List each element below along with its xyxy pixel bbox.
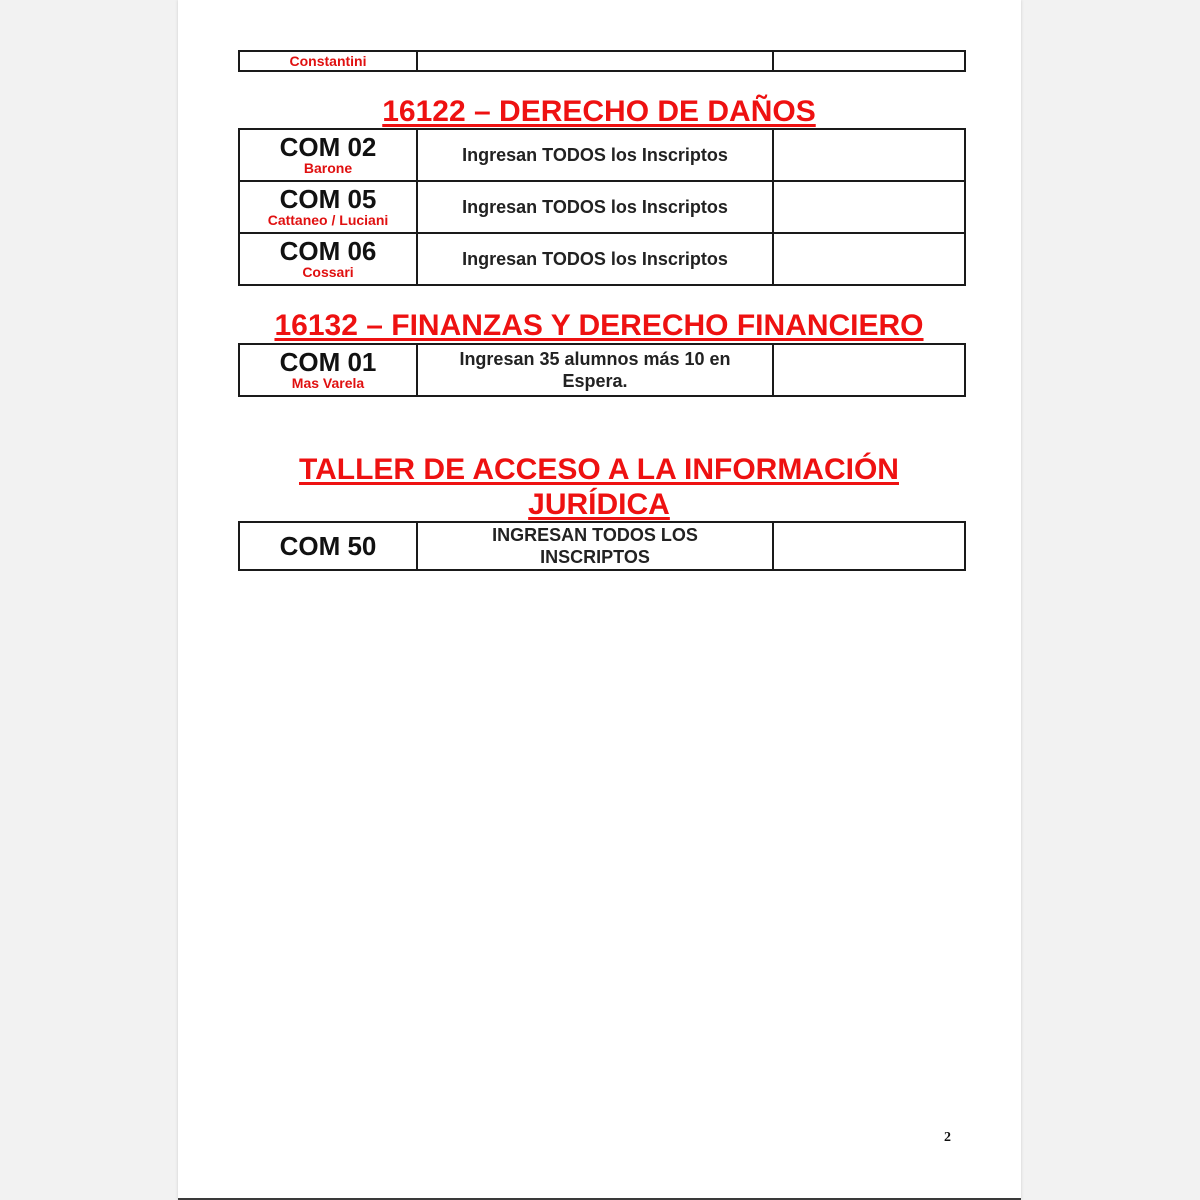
commission-code: COM 50 bbox=[279, 531, 377, 561]
status-cell bbox=[417, 129, 773, 181]
status-cell bbox=[417, 51, 773, 71]
admission-status-line-2: INSCRIPTOS bbox=[540, 547, 650, 567]
blank-cell bbox=[773, 522, 965, 570]
commission-code: COM 06 bbox=[279, 236, 377, 266]
section-table-derecho-de-danos bbox=[238, 128, 966, 286]
status-cell bbox=[417, 233, 773, 285]
admission-status-line-1: Ingresan 35 alumnos más 10 en bbox=[459, 349, 731, 369]
table-row bbox=[239, 344, 965, 396]
table-row bbox=[239, 51, 965, 71]
commission-code: COM 02 bbox=[279, 132, 377, 162]
admission-status-line-2: Espera. bbox=[562, 371, 628, 391]
admission-status: Ingresan TODOS los Inscriptos bbox=[462, 145, 728, 165]
com-cell bbox=[239, 522, 417, 570]
section-table-finanzas bbox=[238, 343, 966, 397]
blank-cell bbox=[773, 344, 965, 396]
professor-name: Cattaneo / Luciani bbox=[267, 212, 389, 228]
com-cell bbox=[239, 233, 417, 285]
page-number: 2 bbox=[944, 1130, 951, 1145]
section-heading-derecho-de-danos: 16122 – DERECHO DE DAÑOS bbox=[382, 95, 816, 128]
status-cell bbox=[417, 344, 773, 396]
blank-cell bbox=[773, 129, 965, 181]
section-heading-finanzas: 16132 – FINANZAS Y DERECHO FINANCIERO bbox=[274, 309, 924, 342]
com-cell bbox=[239, 344, 417, 396]
section-heading-taller bbox=[218, 452, 980, 522]
table-row bbox=[239, 129, 965, 181]
professor-name: Cossari bbox=[302, 264, 354, 280]
professor-name: Barone bbox=[303, 160, 353, 176]
professor-name: Mas Varela bbox=[291, 375, 365, 391]
com-cell bbox=[239, 129, 417, 181]
status-cell bbox=[417, 522, 773, 570]
admission-status: Ingresan TODOS los Inscriptos bbox=[462, 249, 728, 269]
admission-status-line-1: INGRESAN TODOS LOS bbox=[492, 525, 698, 545]
table-row bbox=[239, 181, 965, 233]
commission-code: COM 05 bbox=[279, 184, 377, 214]
admission-status: Ingresan TODOS los Inscriptos bbox=[462, 197, 728, 217]
section-table-taller bbox=[238, 521, 966, 571]
status-cell bbox=[417, 181, 773, 233]
blank-cell bbox=[773, 233, 965, 285]
continued-table bbox=[238, 50, 966, 72]
section-heading-line-1: TALLER DE ACCESO A LA INFORMACIÓN bbox=[299, 453, 899, 486]
com-cell bbox=[239, 181, 417, 233]
document-page bbox=[178, 0, 1021, 1200]
blank-cell bbox=[773, 181, 965, 233]
blank-cell bbox=[773, 51, 965, 71]
com-cell bbox=[239, 51, 417, 71]
table-row bbox=[239, 233, 965, 285]
table-row bbox=[239, 522, 965, 570]
professor-name: Constantini bbox=[289, 53, 367, 69]
commission-code: COM 01 bbox=[279, 347, 377, 377]
section-heading-line-2: JURÍDICA bbox=[528, 488, 670, 521]
